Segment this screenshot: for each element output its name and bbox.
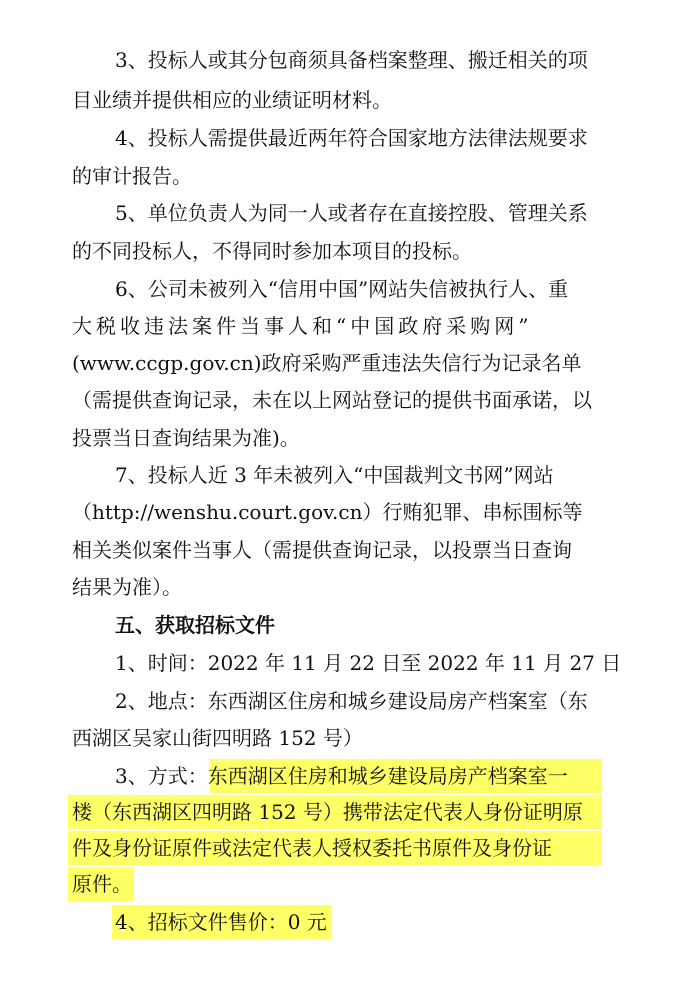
section-5-method-line-2: 楼（东西湖区四明路 152 号）携带法定代表人身份证明原	[72, 800, 583, 824]
paragraph-3-line-1: 3、投标人或其分包商须具备档案整理、搬迁相关的项	[115, 48, 588, 72]
section-5-heading: 五、获取招标文件	[115, 613, 275, 637]
paragraph-6-line-1: 6、公司未被列入“信用中国”网站失信被执行人、重	[115, 277, 569, 301]
paragraph-4-line-2: 的审计报告。	[72, 164, 192, 188]
section-5-price: 4、招标文件售价：0 元	[115, 910, 327, 934]
paragraph-5-line-1: 5、单位负责人为同一人或者存在直接控股、管理关系	[115, 201, 588, 225]
paragraph-5-line-2: 的不同投标人，不得同时参加本项目的投标。	[72, 239, 472, 263]
paragraph-7-line-1: 7、投标人近 3 年未被列入“中国裁判文书网”网站	[115, 463, 554, 487]
section-5-place-line-1: 2、地点：东西湖区住房和城乡建设局房产档案室（东	[115, 689, 588, 713]
section-5-place-line-2: 西湖区吴家山街四明路 152 号）	[72, 726, 363, 750]
paragraph-4-line-1: 4、投标人需提供最近两年符合国家地方法律法规要求	[115, 126, 588, 150]
section-5-method-line-1: 3、方式：东西湖区住房和城乡建设局房产档案室一	[115, 764, 568, 788]
paragraph-6-line-5: 投票当日查询结果为准)。	[72, 426, 300, 450]
paragraph-7-line-2: （http://wenshu.court.gov.cn）行贿犯罪、串标围标等	[72, 500, 583, 524]
paragraph-6-line-4: （需提供查询记录，未在以上网站登记的提供书面承诺，以	[72, 388, 592, 412]
paragraph-7-line-4: 结果为准）。	[72, 575, 182, 599]
paragraph-6-line-3: (www.ccgp.gov.cn)政府采购严重违法失信行为记录名单	[72, 351, 582, 375]
section-5-time: 1、时间：2022 年 11 月 22 日至 2022 年 11 月 27 日	[115, 651, 622, 675]
paragraph-3-line-2: 目业绩并提供相应的业绩证明材料。	[72, 88, 392, 112]
paragraph-7-line-3: 相关类似案件当事人（需提供查询记录，以投票当日查询	[72, 538, 572, 562]
section-5-method-line-4: 原件。	[72, 872, 132, 896]
section-5-method-line-3: 件及身份证原件或法定代表人授权委托书原件及身份证	[72, 836, 552, 860]
paragraph-6-line-2: 大税收违法案件当事人和“中国政府采购网”	[72, 314, 533, 338]
